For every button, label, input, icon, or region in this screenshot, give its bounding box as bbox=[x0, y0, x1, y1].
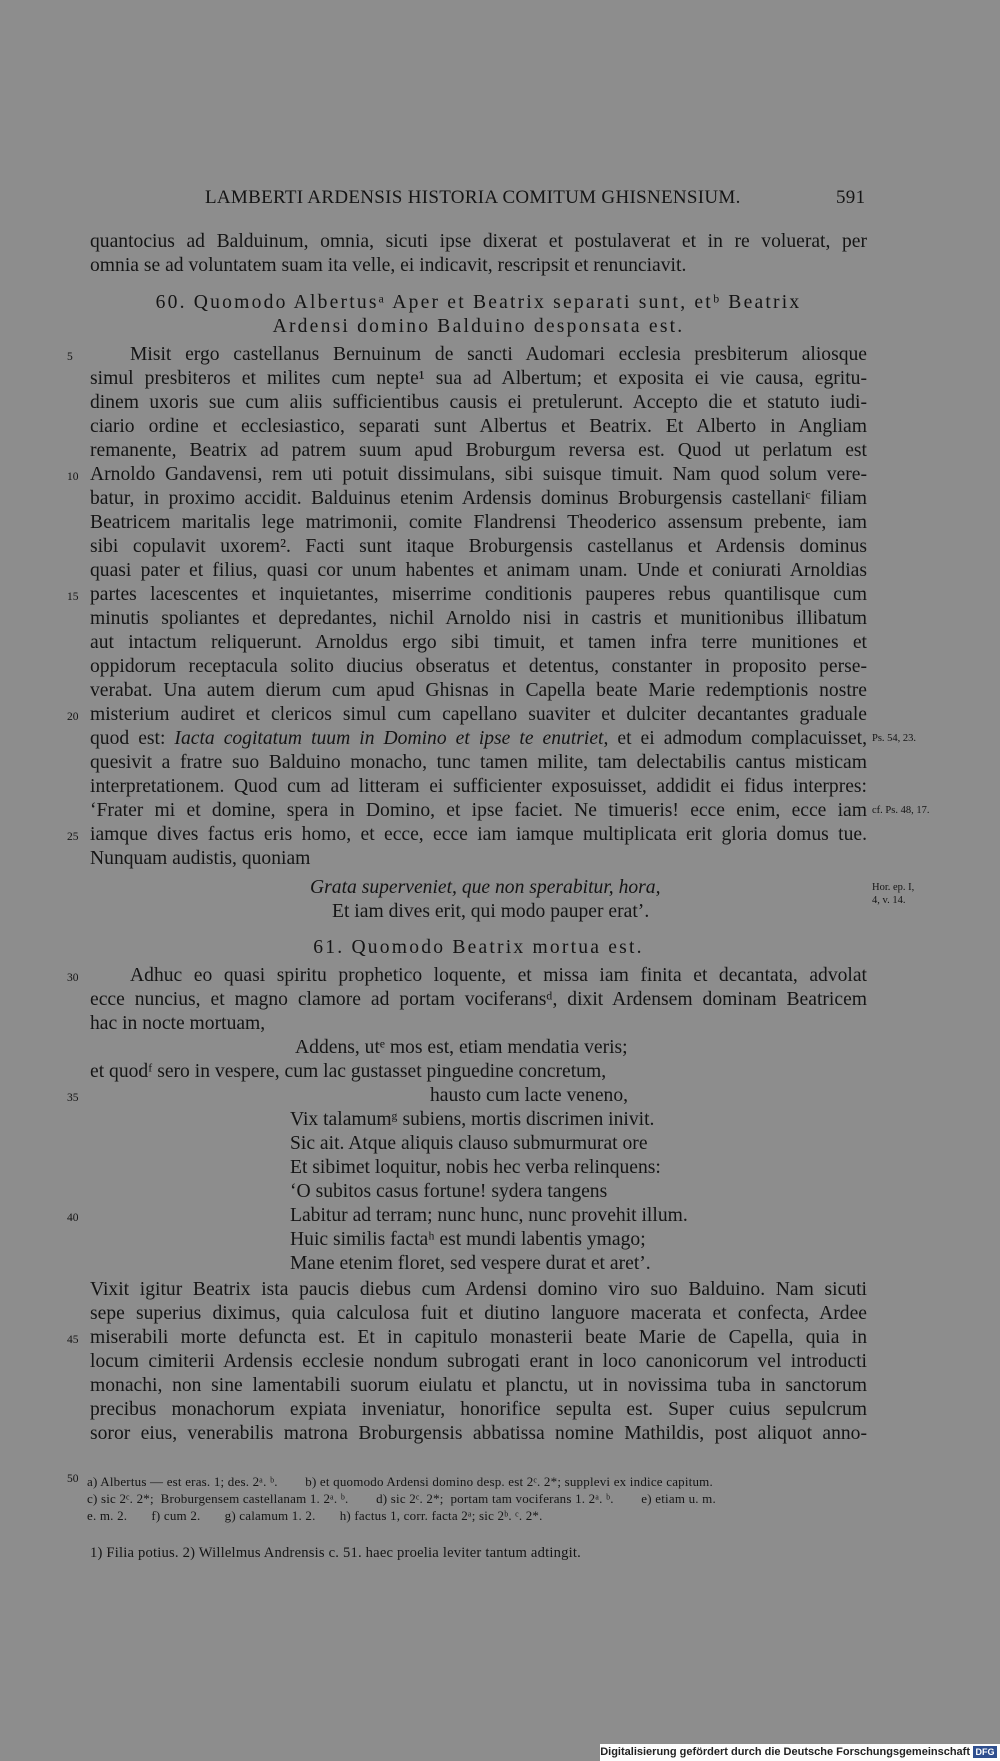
text-line: quasi pater et filius, quasi cor unum habentes et animam unam. Unde et coniurati Arnoldias bbox=[90, 560, 867, 581]
text-line: precibus monachorum expiata inveniatur, honorifice sepulta est. Super cuius sepulcrum bbox=[90, 1399, 867, 1420]
line-number: 35 bbox=[67, 1092, 79, 1104]
line-number: 45 bbox=[67, 1334, 79, 1346]
text-line: hac in nocte mortuam, bbox=[90, 1013, 266, 1034]
line-number: 10 bbox=[67, 471, 79, 483]
line-number: 25 bbox=[67, 831, 79, 843]
line-number: 50 bbox=[67, 1473, 79, 1485]
text-line: ciario ordine et ecclesiastico, separati sunt Albertus et Beatrix. Et Alberto in Angliam bbox=[90, 416, 867, 437]
variant-note: a) Albertus — est eras. 1; des. 2ᵃ. ᵇ. b) et quomodo Ardensi domino desp. est 2ᶜ. 2*; supplevi ex indice capitum. bbox=[87, 1474, 713, 1489]
section-heading: Ardensi domino Balduino desponsata est. bbox=[272, 316, 685, 337]
line-number: 5 bbox=[67, 351, 73, 363]
variant-note: c) sic 2ᶜ. 2*; Broburgensem castellanam 1. 2ᵃ. ᵇ. d) sic 2ᶜ. 2*; portam tam vociferans 1. 2ᵃ. ᵇ. e) etiam u. m. bbox=[87, 1491, 716, 1506]
text-line: Beatricem maritalis lege matrimonii, comite Flandrensi Theoderico assensum prebente, iam bbox=[90, 512, 867, 533]
text-line: minutis spoliantes et depredantes, nichil Arnoldo nisi in castris et munitionibus illibatum bbox=[90, 608, 867, 629]
verse-line: Vix talamumᵍ subiens, mortis discrimen inivit. bbox=[290, 1109, 655, 1130]
verse-line: Labitur ad terram; nunc hunc, nunc provehit illum. bbox=[290, 1205, 688, 1226]
margin-reference: cf. Ps. 48, 17. bbox=[872, 805, 930, 816]
line-number: 40 bbox=[67, 1212, 79, 1224]
variant-note: e. m. 2. f) cum 2. g) calamum 1. 2. h) factus 1, corr. facta 2ᵃ; sic 2ᵇ. ᶜ. 2*. bbox=[87, 1508, 543, 1523]
text-line: monachi, non sine lamentabili suorum eiulatu et planctu, ut in novissima tuba in sanctorum bbox=[90, 1375, 867, 1396]
verse-line: Mane etenim floret, sed vespere durat et aret’. bbox=[290, 1253, 651, 1274]
text-line: interpretationem. Quod cum ad litteram ei sufficienter exposuisset, addidit ei fidus interpres: bbox=[90, 776, 867, 797]
verse-line: Huic similis factaʰ est mundi labentis ymago; bbox=[290, 1229, 646, 1250]
running-title: LAMBERTI ARDENSIS HISTORIA COMITUM GHISNENSIUM. bbox=[205, 187, 741, 208]
text-line: partes lacescentes et inquietantes, miserrime conditionis pauperes rebus quantilisque cum bbox=[90, 584, 867, 605]
section-heading: 60. Quomodo Albertusᵃ Aper et Beatrix separati sunt, etᵇ Beatrix bbox=[155, 292, 802, 313]
text-line: batur, in proximo accidit. Balduinus etenim Ardensis dominus Broburgensis castellaniᶜ filiam bbox=[90, 488, 867, 509]
text-line: soror eius, venerabilis matrona Broburgensis abbatissa nomine Mathildis, post aliquot anno- bbox=[90, 1423, 867, 1444]
text-line: quesivit a fratre suo Balduino monacho, tunc tamen milite, tam delectabilis cantus misticam bbox=[90, 752, 867, 773]
footer-credit: Digitalisierung gefördert durch die Deutsche Forschungsgemeinschaft bbox=[600, 1746, 970, 1758]
text-line: iamque dives factus eris homo, et ecce, ecce iam iamque multiplicata erit gloria domus tue. bbox=[90, 824, 867, 845]
running-header bbox=[0, 187, 1000, 211]
line-number: 30 bbox=[67, 972, 79, 984]
text-line: ‘Frater mi et domine, spera in Domino, et ipse faciet. Ne timueris! ecce enim, ecce iam bbox=[90, 800, 867, 821]
margin-reference: Hor. ep. I, 4, v. 14. bbox=[872, 882, 915, 906]
text-line: Adhuc eo quasi spiritu prophetico loquente, et missa iam finita et decantata, advolat bbox=[130, 965, 867, 986]
text-line: Misit ergo castellanus Bernuinum de sancti Audomari ecclesia presbiterum aliosque bbox=[130, 344, 867, 365]
verse-line: Et iam dives erit, qui modo pauper erat’. bbox=[332, 901, 650, 922]
verse-line: Grata superveniet, que non sperabitur, hora, bbox=[310, 877, 661, 898]
section-heading: 61. Quomodo Beatrix mortua est. bbox=[313, 937, 644, 958]
page-number: 591 bbox=[836, 187, 866, 208]
text-line: sepe superius diximus, quia calculosa fuit et diutino languore macerata et confecta, Ardee bbox=[90, 1303, 867, 1324]
text-line: dinem uxoris sue cum aliis sufficientibus causis ei pretulerunt. Accepto die et statuto iudi- bbox=[90, 392, 867, 413]
text-line: remanente, Beatrix ad patrem suum apud Broburgum reversa est. Quod ut perlatum est bbox=[90, 440, 867, 461]
text-line: verabat. Una autem dierum cum apud Ghisnas in Capella beate Marie redemptionis nostre bbox=[90, 680, 867, 701]
verse-line: ‘O subitos casus fortune! sydera tangens bbox=[290, 1181, 608, 1202]
verse-line: Addens, utᵉ mos est, etiam mendatia veris; bbox=[295, 1037, 628, 1058]
text-line: quantocius ad Balduinum, omnia, sicuti ipse dixerat et postulaverat et in re voluerat, per bbox=[90, 231, 867, 252]
text-line: Vixit igitur Beatrix ista paucis diebus cum Ardensi domino viro suo Balduino. Nam sicuti bbox=[90, 1279, 867, 1300]
margin-reference: Ps. 54, 23. bbox=[872, 733, 917, 744]
text-line: Arnoldo Gandavensi, rem uti potuit dissimulans, sibi suisque timuit. Nam quod solum vere- bbox=[90, 464, 867, 485]
verse-line: Sic ait. Atque aliquis clauso submurmurat ore bbox=[290, 1133, 648, 1154]
text-line: oppidorum receptacula solito diucius obseratus et detentus, constanter in proposito perse- bbox=[90, 656, 867, 677]
explanatory-notes: 1) Filia potius. 2) Willelmus Andrensis c. 51. haec proelia leviter tantum adtingit. bbox=[90, 1545, 581, 1561]
verse-line: hausto cum lacte veneno, bbox=[430, 1085, 629, 1106]
text-line: et quodᶠ sero in vespere, cum lac gustasset pinguedine concretum, bbox=[90, 1061, 607, 1082]
line-number: 20 bbox=[67, 711, 79, 723]
text-line: sibi copulavit uxorem². Facti sunt itaque Broburgensis castellanus et Ardensis dominus bbox=[90, 536, 867, 557]
text-line: omnia se ad voluntatem suam ita velle, ei indicavit, rescripsit et renunciavit. bbox=[90, 255, 687, 276]
text-line: Nunquam audistis, quoniam bbox=[90, 848, 311, 869]
text-line: aut intactum reliquerunt. Arnoldus ergo sibi timuit, et tamen infra terre munitiones et bbox=[90, 632, 867, 653]
dfg-logo: DFG bbox=[973, 1746, 997, 1758]
verse-line: Et sibimet loquitur, nobis hec verba relinquens: bbox=[290, 1157, 661, 1178]
text-line: quod est: Iacta cogitatum tuum in Domino et ipse te enutriet, et ei admodum complacuisset, bbox=[90, 728, 867, 749]
text-line: ecce nuncius, et magno clamore ad portam vociferansᵈ, dixit Ardensem dominam Beatricem bbox=[90, 989, 867, 1010]
text-line: miserabili morte defuncta est. Et in capitulo monasterii beate Marie de Capella, quia in bbox=[90, 1327, 867, 1348]
text-line: simul presbiteros et milites cum nepte¹ sua ad Albertum; et exposita ei vie causa, egritu- bbox=[90, 368, 867, 389]
text-line: locum cimiterii Ardensis ecclesie nondum subrogati erant in loco canonicorum vel introducti bbox=[90, 1351, 867, 1372]
line-number: 15 bbox=[67, 591, 79, 603]
text-line: misterium audiret et clericos simul cum capellano suaviter et dulciter decantantes graduale bbox=[90, 704, 867, 725]
